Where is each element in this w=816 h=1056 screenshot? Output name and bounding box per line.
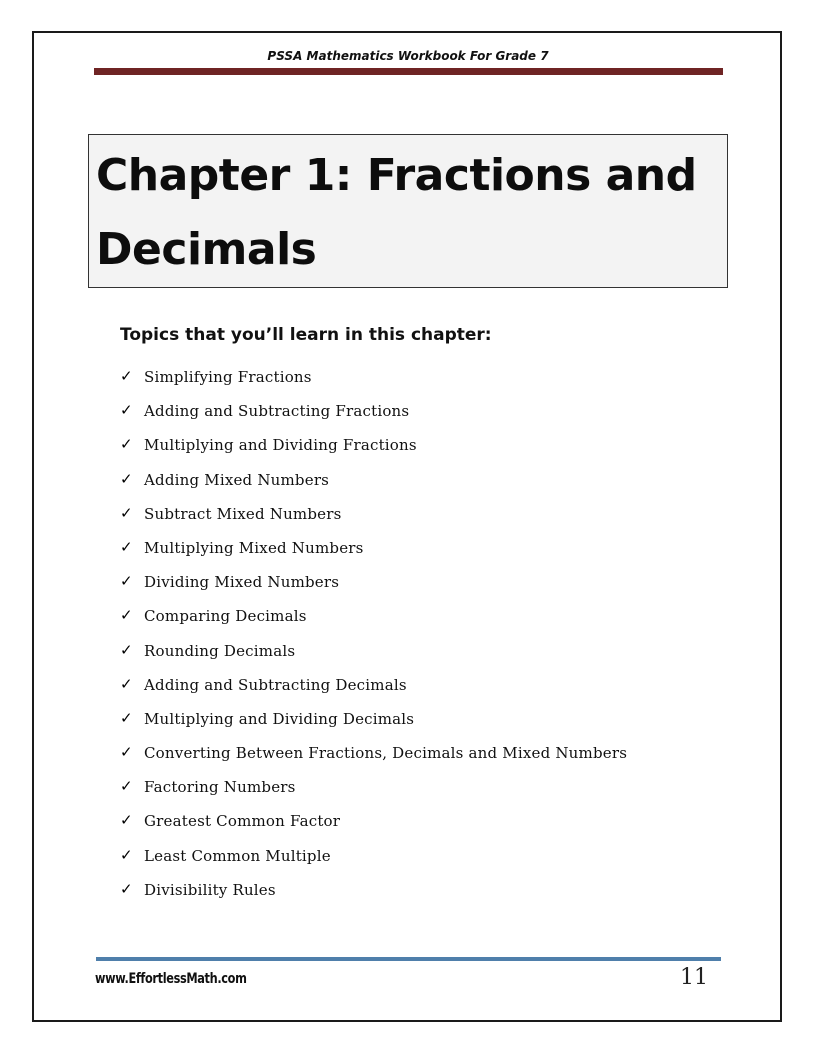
topic-label: Multiplying and Dividing Decimals: [144, 709, 415, 728]
checkmark-icon: ✓: [120, 811, 133, 830]
page-number: 11: [680, 965, 708, 990]
topic-item: [120, 879, 627, 913]
topic-item: [120, 640, 627, 674]
topic-label: Adding and Subtracting Decimals: [144, 675, 407, 694]
checkmark-icon: ✓: [120, 401, 133, 420]
checkmark-icon: ✓: [120, 606, 133, 625]
topic-item: [120, 537, 627, 571]
topic-list: [120, 366, 627, 913]
checkmark-icon: ✓: [120, 708, 133, 727]
topic-label: Adding and Subtracting Fractions: [144, 402, 410, 421]
topic-label: Rounding Decimals: [144, 641, 296, 660]
topic-item: [120, 708, 627, 742]
topic-item: [120, 503, 627, 537]
topic-item: [120, 366, 627, 400]
topic-label: Simplifying Fractions: [144, 368, 312, 386]
topic-label: Least Common Multiple: [144, 846, 331, 865]
checkmark-icon: ✓: [120, 674, 133, 693]
checkmark-icon: ✓: [120, 537, 133, 556]
topic-item: [120, 845, 627, 879]
topic-label: Adding Mixed Numbers: [144, 470, 330, 489]
checkmark-icon: ✓: [120, 743, 133, 762]
topic-item: [120, 674, 627, 708]
topic-label: Divisibility Rules: [144, 880, 276, 899]
topic-label: Multiplying and Dividing Fractions: [144, 436, 417, 455]
chapter-title-box: [88, 134, 728, 288]
checkmark-icon: ✓: [120, 640, 133, 659]
topic-item: [120, 400, 627, 434]
chapter-title: Chapter 1: Fractions and Decimals: [96, 150, 697, 275]
topic-item: [120, 742, 627, 776]
checkmark-icon: ✓: [120, 367, 133, 385]
header-title: PSSA Mathematics Workbook For Grade 7: [267, 49, 549, 63]
topic-item: [120, 776, 627, 810]
header-rule: [94, 68, 723, 75]
footer-rule: [96, 957, 721, 961]
checkmark-icon: ✓: [120, 777, 133, 796]
topic-item: [120, 605, 627, 639]
checkmark-icon: ✓: [120, 572, 133, 591]
topic-label: Converting Between Fractions, Decimals and Mixed Numbers: [144, 744, 628, 763]
checkmark-icon: ✓: [120, 879, 133, 898]
topic-item: [120, 571, 627, 605]
checkmark-icon: ✓: [120, 845, 133, 864]
topic-label: Greatest Common Factor: [144, 812, 341, 831]
checkmark-icon: ✓: [120, 435, 133, 454]
topic-label: Dividing Mixed Numbers: [144, 573, 340, 592]
topic-label: Comparing Decimals: [144, 607, 307, 626]
topic-item: [120, 434, 627, 468]
footer-site-link: www.EffortlessMath.com: [95, 971, 247, 987]
topic-label: Factoring Numbers: [144, 778, 296, 797]
topics-heading: Topics that you’ll learn in this chapter:: [120, 325, 492, 345]
topic-label: Multiplying Mixed Numbers: [144, 538, 364, 557]
checkmark-icon: ✓: [120, 503, 133, 522]
checkmark-icon: ✓: [120, 469, 133, 488]
topic-item: [120, 810, 627, 844]
topic-label: Subtract Mixed Numbers: [144, 504, 342, 523]
topic-item: [120, 469, 627, 503]
